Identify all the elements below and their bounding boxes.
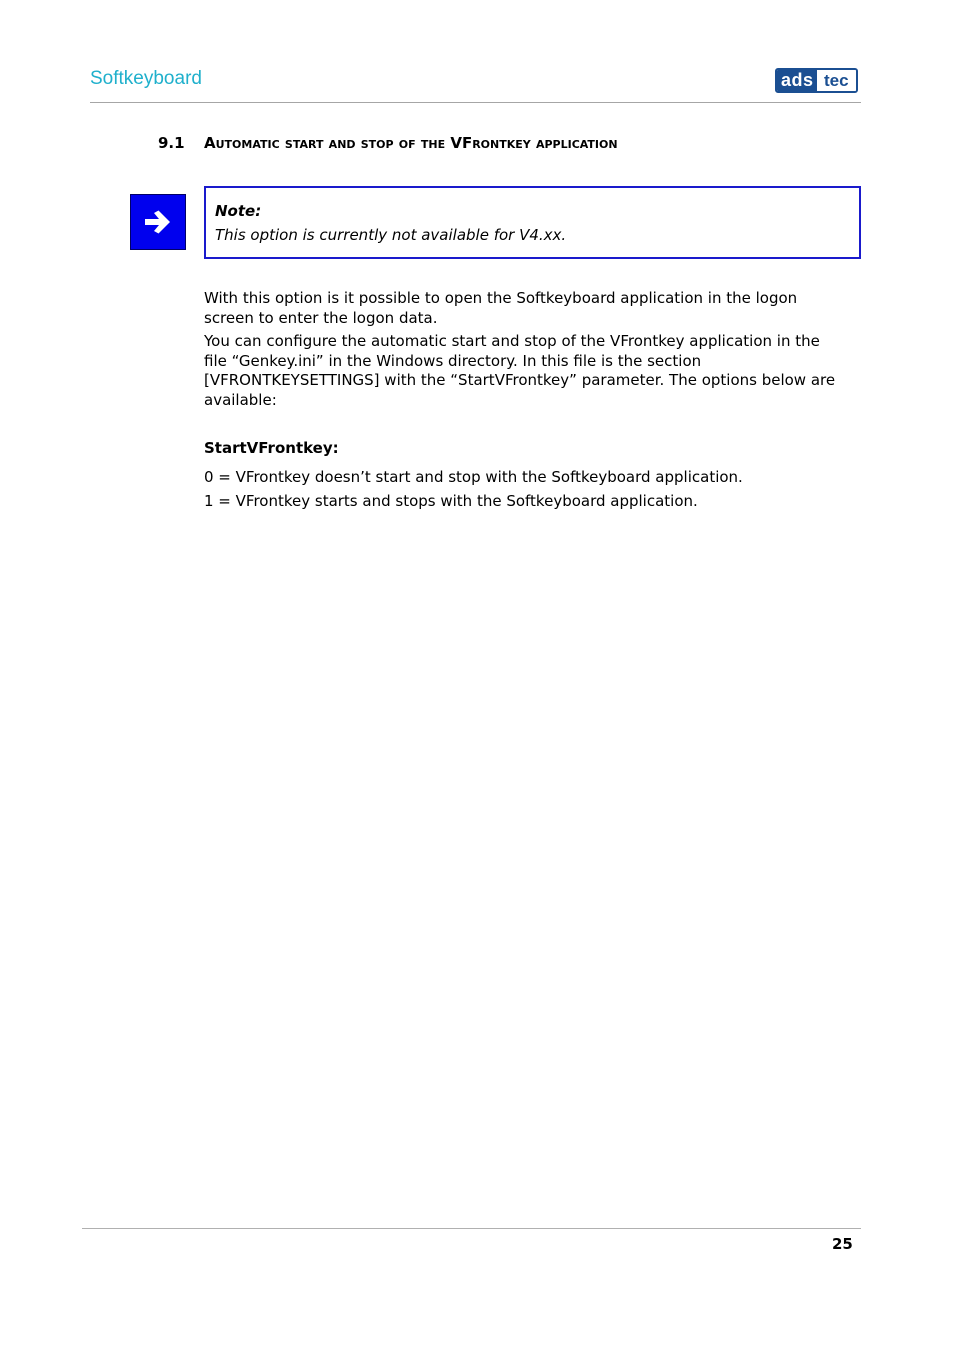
note-label: Note: <box>215 202 262 220</box>
note-text: This option is currently not available for V4.xx. <box>215 226 567 244</box>
parameter-option-1: 1 = VFrontkey starts and stops with the Softkeyboard application. <box>204 492 698 510</box>
logo-right-text: tec <box>817 70 856 91</box>
note-box <box>204 186 861 259</box>
right-arrow-icon <box>143 209 173 235</box>
body-paragraph-1: With this option is it possible to open the Softkeyboard application in the logon screen to enter the logon data. <box>204 289 798 327</box>
parameter-option-0: 0 = VFrontkey doesn’t start and stop with the Softkeyboard application. <box>204 468 743 486</box>
page-number: 25 <box>832 1235 853 1253</box>
ads-tec-logo <box>775 68 858 93</box>
body-paragraph-2: You can configure the automatic start and stop of the VFrontkey application in the file “Genkey.ini” in the Windows directory. In this file is the section [VFRONTKEYSETTINGS] with the “StartVFrontkey” parameter. The options below are available: <box>204 332 836 409</box>
header-title: Softkeyboard <box>90 68 202 89</box>
section-number: 9.1 <box>158 134 185 152</box>
logo-left-text: ads <box>777 70 817 91</box>
section-heading <box>158 134 618 152</box>
header-divider <box>90 102 861 103</box>
footer-divider <box>82 1228 861 1229</box>
section-title: Automatic start and stop of the VFrontkey application <box>204 134 618 152</box>
parameter-heading: StartVFrontkey: <box>204 439 339 457</box>
note-arrow-icon-box <box>130 194 186 250</box>
